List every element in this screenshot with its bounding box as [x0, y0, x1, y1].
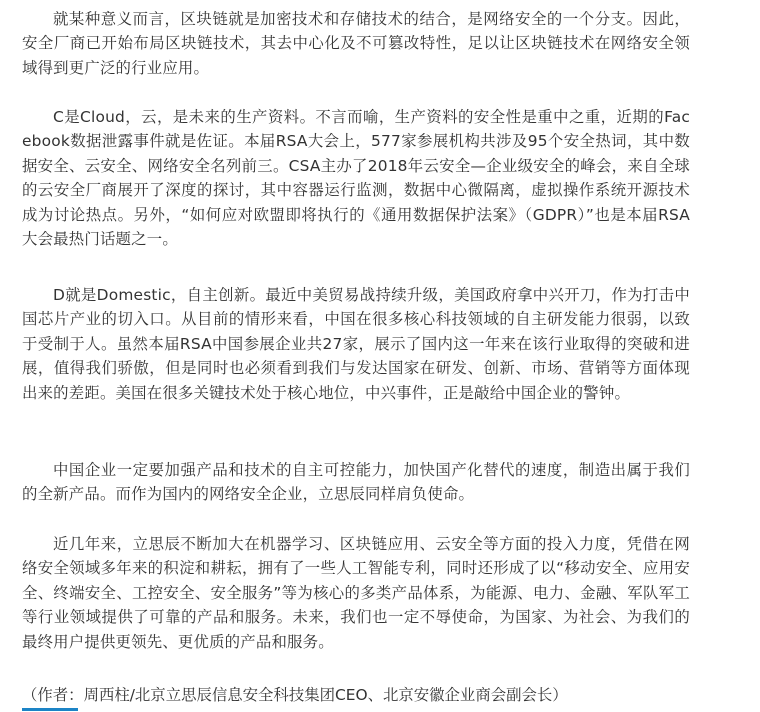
- paragraph-domestic: D就是Domestic，自主创新。最近中美贸易战持续升级，美国政府拿中兴开刀，作为打击中国芯片产业的切入口。从目前的情形来看，中国在很多核心科技领域的自主研发能力很弱，以致于受制于人。虽然本届RSA中国参展企业共27家，展示了国内这一年来在该行业取得的突破和进展，值得我们骄傲，但是同时也必须看到我们与发达国家在研发、创新、市场、营销等方面体现出来的差距。美国在很多关键技术处于核心地位，中兴事件，正是敲给中国企业的警钟。: [22, 286, 690, 402]
- author-credit: （作者：周西柱/北京立思辰信息安全科技集团CEO、北京安徽企业商会副会长）: [22, 686, 568, 704]
- paragraph-blockchain: 就某种意义而言，区块链就是加密技术和存储技术的结合，是网络安全的一个分支。因此，安全厂商已开始布局区块链技术，其去中心化及不可篡改特性，足以让区块链技术在网络安全领域得到更广泛的行业应用。: [22, 10, 690, 77]
- author-underline: [22, 708, 78, 711]
- paragraph-cloud: C是Cloud，云，是未来的生产资料。不言而喻，生产资料的安全性是重中之重，近期的Facebook数据泄露事件就是佐证。本届RSA大会上，577家参展机构共涉及95个安全热词，其中数据安全、云安全、网络安全名列前三。CSA主办了2018年云安全—企业级安全的峰会，来自全球的云安全厂商展开了深度的探讨，其中容器运行监测，数据中心微隔离，虚拟操作系统开源技术成为讨论热点。另外，“如何应对欧盟即将执行的《通用数据保护法案》（GDPR）”也是本届RSA大会最热门话题之一。: [22, 108, 690, 249]
- paragraph-enterprise: 中国企业一定要加强产品和技术的自主可控能力，加快国产化替代的速度，制造出属于我们的全新产品。而作为国内的网络安全企业，立思辰同样肩负使命。: [22, 461, 690, 504]
- paragraph-company: 近几年来，立思辰不断加大在机器学习、区块链应用、云安全等方面的投入力度，凭借在网络安全领域多年来的积淀和耕耘，拥有了一些人工智能专利，同时还形成了以“移动安全、应用安全、终端安全、工控安全、安全服务”等为核心的多类产品体系，为能源、电力、金融、军队军工等行业领域提供了可靠的产品和服务。未来，我们也一定不辱使命，为国家、为社会、为我们的最终用户提供更领先、更优质的产品和服务。: [22, 535, 690, 651]
